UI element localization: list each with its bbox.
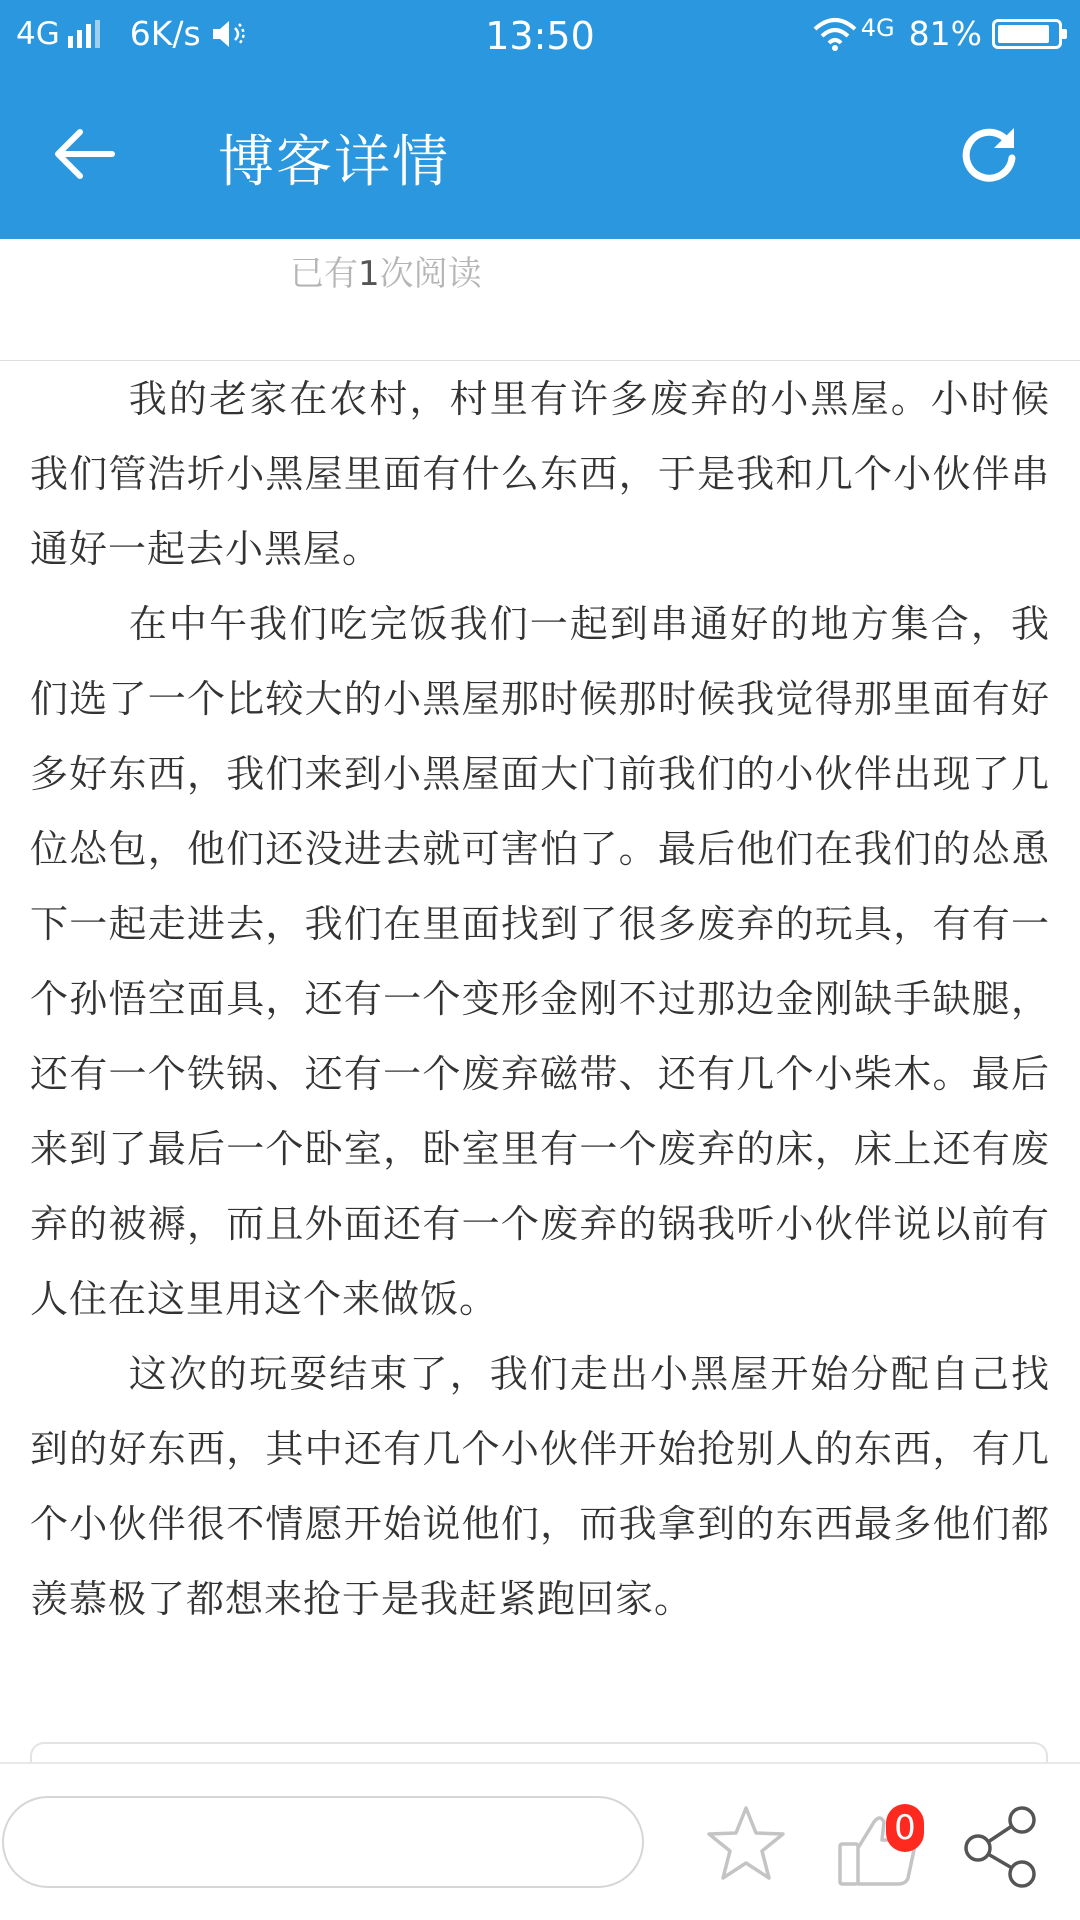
favorite-button[interactable] xyxy=(706,1804,786,1884)
status-clock: 13:50 xyxy=(485,14,595,58)
refresh-button[interactable] xyxy=(956,122,1022,188)
read-count xyxy=(290,246,482,295)
content-divider xyxy=(0,360,1080,361)
status-right xyxy=(813,14,1062,53)
comment-input[interactable] xyxy=(2,1796,644,1888)
read-count-prefix: 已有 xyxy=(290,254,358,294)
back-button[interactable] xyxy=(50,124,120,184)
app-bar xyxy=(0,74,1080,239)
star-icon xyxy=(709,1808,783,1878)
arrow-left-icon xyxy=(58,132,112,176)
read-count-suffix: 次阅读 xyxy=(379,254,482,294)
network-type: 4G xyxy=(16,15,60,52)
article-paragraph: 在中午我们吃完饭我们一起到串通好的地方集合，我们选了一个比较大的小黑屋那时候那时候我觉得那里面有好多好东西，我们来到小黑屋面大门前我们的小伙伴出现了几位怂包，他们还没进去就可害怕了。最后他们在我们的怂恿下一起走进去，我们在里面找到了很多废弃的玩具，有有一个孙悟空面具，还有一个变形金刚不过那边金刚缺手缺腿，还有一个铁锅、还有一个废弃磁带、还有几个小柴木。最后来到了最后一个卧室，卧室里有一个废弃的床，床上还有废弃的被褥，而且外面还有一个废弃的锅我听小伙伴说以前有人住在这里用这个来做饭。 xyxy=(30,602,1050,1321)
like-count-badge: 0 xyxy=(886,1804,924,1852)
share-icon xyxy=(966,1808,1034,1886)
article-paragraph: 我的老家在农村，村里有许多废弃的小黑屋。小时候我们管浩圻小黑屋里面有什么东西，于是我和几个小伙伴串通好一起去小黑屋。 xyxy=(30,377,1050,571)
wifi-icon xyxy=(813,17,857,51)
page-title: 博客详情 xyxy=(218,130,450,195)
network-type-right: 4G xyxy=(860,13,895,42)
bottom-action-bar xyxy=(0,1762,1080,1920)
read-count-number: 1 xyxy=(358,254,380,294)
article-body xyxy=(30,362,1050,1637)
battery-icon xyxy=(992,19,1062,49)
battery-percent: 81% xyxy=(908,14,982,53)
refresh-icon xyxy=(966,128,1014,178)
article-paragraph: 这次的玩耍结束了，我们走出小黑屋开始分配自己找到的好东西，其中还有几个小伙伴开始抢别人的东西，有几个小伙伴很不情愿开始说他们，而我拿到的东西最多他们都羡慕极了都想来抢于是我赶紧跑回家。 xyxy=(30,1352,1050,1621)
share-button[interactable] xyxy=(962,1804,1040,1888)
status-bar xyxy=(0,0,1080,74)
network-speed: 6K/s xyxy=(129,14,201,53)
